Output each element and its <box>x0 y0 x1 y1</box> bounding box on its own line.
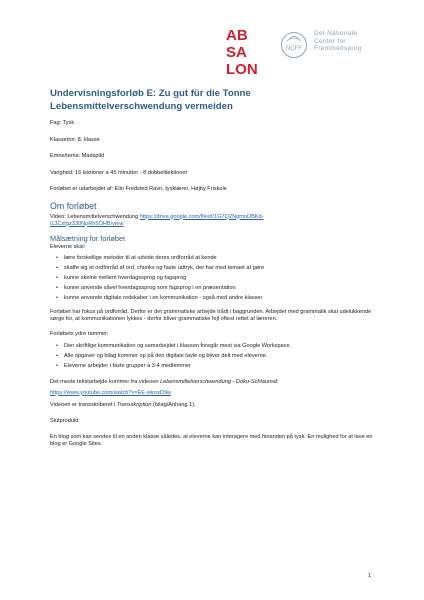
source-title: Lebensmittelverschwendung - Doku-Schlaumal <box>160 378 277 385</box>
ncff-line: Center for <box>314 37 346 45</box>
meta-topic: Emne/tema: Madspild <box>50 153 105 159</box>
document-content <box>50 88 380 448</box>
video-link[interactable]: https://drive.google.com/file/d/1G7Q2NgmoDBKd- <box>139 213 264 220</box>
list-item: • Eleverne arbejder i faste grupper à 3-4 medlemmer <box>64 363 380 370</box>
meta-block <box>50 120 380 193</box>
absalon-logo-row: LON <box>226 61 258 78</box>
transcript-text: Videoen er transskriberet i <box>50 401 117 408</box>
goals-intro: Eleverne skal: <box>50 243 86 250</box>
transcript-title: Transskription <box>116 401 152 408</box>
meta-grade: Klassetrin: 8. klasse <box>50 136 100 143</box>
ncff-line: Fremmedsprog <box>314 45 362 52</box>
meta-author: Forløbet er udarbejdet af: Elin Fredsted Ravn, tysklærer, Højby Friskole <box>50 186 227 192</box>
source-text: Det meste tekstarbejde kommer fra videoen <box>50 378 161 385</box>
absalon-logo-row: SA <box>226 44 247 61</box>
frames-list <box>50 343 380 370</box>
video-paragraph <box>50 214 380 228</box>
goals-list <box>50 255 380 302</box>
page-number: 1 <box>368 573 372 579</box>
youtube-link[interactable]: https://www.youtube.com/watch?v=EE-wiroxD9w <box>50 389 172 396</box>
list-item: • kunne skelne mellem hverdagssprog og fagsprog <box>64 275 380 282</box>
ncff-logo-icon <box>280 31 308 59</box>
final-label: Slutprodukt: <box>50 417 80 424</box>
source-paragraph <box>50 379 380 386</box>
list-item: • lære forskellige metoder til at udvide deres ordforråd at kende <box>64 255 380 262</box>
about-heading: Om forløbet <box>50 200 97 211</box>
transcript-ref: (bilag/Anhang 1). <box>151 401 196 408</box>
list-item: • skaffe sig et ordforråd af ord, chunks og faste udtryk, der har med temaet at gøre <box>64 265 380 272</box>
ncff-line: Det Nationale <box>314 30 358 37</box>
meta-subject: Fag: Tysk <box>50 120 75 126</box>
list-item: • kunne anvende såvel hverdagssprog som fagsprog i en præsentation <box>64 285 380 292</box>
frames-intro: Forløbets ydre rammer: <box>50 330 109 337</box>
absalon-logo-row: AB <box>226 27 248 44</box>
list-item: • Den skriftlige kommunikation og samarbejdet i klassen foregår mest via Google Workspace. <box>64 343 380 350</box>
source-colon: : <box>276 378 279 385</box>
ncff-logo-text <box>314 30 404 53</box>
svg-text:NCFF: NCFF <box>286 46 302 52</box>
list-item: • kunne anvende digitale redskaber i en kommunikation - også med andre klasser <box>64 295 380 302</box>
document-title: Undervisningsforløb E: Zu gut für die Tonne Lebensmittelverschwendung vermeiden <box>50 88 251 112</box>
video-label: Video: Lebensmittelverschwendung <box>50 213 140 220</box>
transcript-paragraph <box>50 402 380 409</box>
absalon-logo <box>226 28 274 80</box>
goals-heading: Målsætning for forløbet <box>50 233 126 243</box>
focus-paragraph: Forløbet har fokus på ordforråd. Derfor er det grammatiske arbejde trådt i baggrunden. Arbejdet med grammatik skal udelukkende sørge for, at kommunikationen lykkes - derfor bliver grammatiske fejl oftest rettet af læreren. <box>50 308 372 322</box>
final-text: En blog som kan sendes til en anden klasse således, at eleverne kan interagere med hinanden på tysk. En mulighed for at lave en blog er Google Sites. <box>50 433 373 447</box>
meta-duration: Varighed: 16 lektioner a 45 minutter - 8 dobbeltlektioner <box>50 169 188 176</box>
list-item: • Alle opgaver og bilag kommer op på den digitale tavle og bliver delt med eleverne. <box>64 353 380 360</box>
video-link-cont[interactable]: i13Cxfgz330NpRh5OHB/view <box>50 220 124 227</box>
